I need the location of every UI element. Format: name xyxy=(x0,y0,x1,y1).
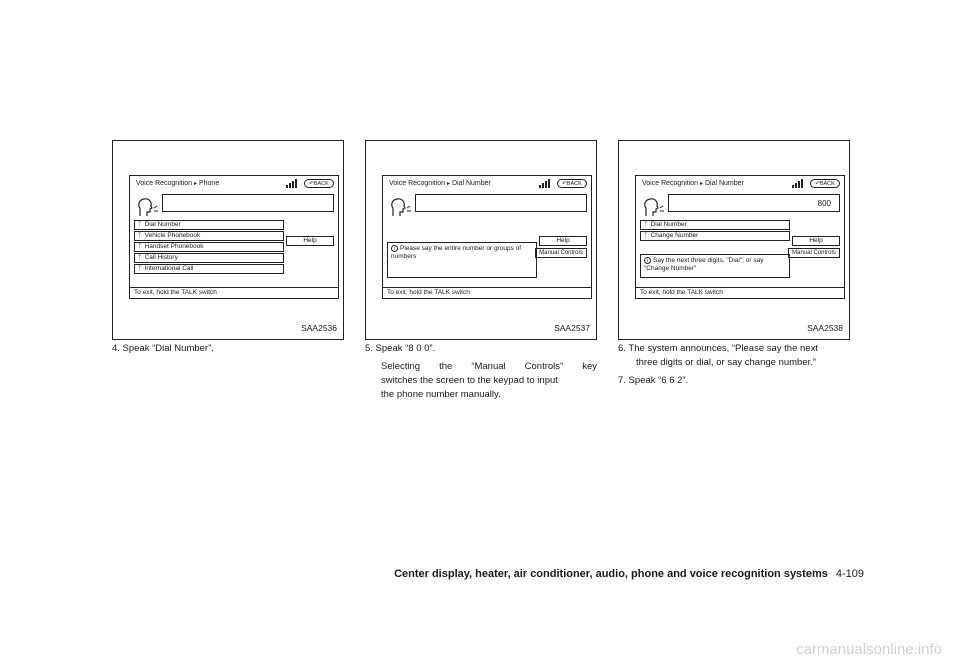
number-entry-field xyxy=(415,194,587,212)
phone-screen xyxy=(635,175,845,299)
watermark: carmanualsonline.info xyxy=(796,641,942,658)
number-entry-field xyxy=(162,194,334,212)
step-5-heading: 5. Speak “8 0 0”. xyxy=(365,343,436,354)
back-button[interactable]: ↶BACK xyxy=(810,179,840,188)
step-4-text: 4. Speak “Dial Number”. xyxy=(112,343,214,354)
back-button[interactable]: ↶BACK xyxy=(557,179,587,188)
back-button[interactable]: ↶BACK xyxy=(304,179,334,188)
prompt-message-box: i Say the next three digits, "Dial", or say "Change Number" xyxy=(640,254,790,278)
signal-strength-icon xyxy=(539,179,553,188)
list-item-change-number[interactable]: ᛉ Change Number xyxy=(640,231,790,241)
screen-footer: To exit, hold the TALK switch xyxy=(130,287,338,298)
list-item-international-call[interactable]: ᛉ International Call xyxy=(134,264,284,274)
voice-command-icon: ᛉ xyxy=(138,233,142,239)
screen-title: Voice Recognition ▸ Phone xyxy=(136,180,220,187)
speaking-head-icon xyxy=(136,196,160,218)
number-entry-field: 800 xyxy=(668,194,840,212)
help-button[interactable]: Help xyxy=(286,236,334,246)
list-item-vehicle-phonebook[interactable]: ᛉ Vehicle Phonebook xyxy=(134,231,284,241)
manual-controls-button[interactable]: Manual Controls xyxy=(535,248,587,258)
help-button[interactable]: Help xyxy=(539,236,587,246)
screen-title: Voice Recognition ▸ Dial Number xyxy=(642,180,744,187)
signal-strength-icon xyxy=(792,179,806,188)
figure-saa2537 xyxy=(365,140,597,340)
section-title: Center display, heater, air conditioner, audio, phone and voice recognition systems xyxy=(394,568,828,580)
info-icon: i xyxy=(644,257,651,264)
step-5-body-line-3: the phone number manually. xyxy=(381,389,501,400)
manual-controls-button[interactable]: Manual Controls xyxy=(788,248,840,258)
command-list xyxy=(640,220,790,242)
prompt-message-box: i Please say the entire number or groups of numbers xyxy=(387,242,537,278)
screen-title: Voice Recognition ▸ Dial Number xyxy=(389,180,491,187)
list-item-call-history[interactable]: ᛉ Call History xyxy=(134,253,284,263)
figure-code: SAA2538 xyxy=(807,323,843,333)
figure-saa2536 xyxy=(112,140,344,340)
screen-footer: To exit, hold the TALK switch xyxy=(636,287,844,298)
list-item-handset-phonebook[interactable]: ᛉ Handset Phonebook xyxy=(134,242,284,252)
phone-screen xyxy=(129,175,339,299)
step-6-line-2: three digits or dial, or say change number.” xyxy=(636,357,817,368)
figure-code: SAA2536 xyxy=(301,323,337,333)
speaking-head-icon xyxy=(389,196,413,218)
speaking-head-icon xyxy=(642,196,666,218)
list-item-dial-number[interactable]: ᛉ Dial Number xyxy=(640,220,790,230)
figure-saa2538 xyxy=(618,140,850,340)
voice-command-icon: ᛉ xyxy=(138,244,142,250)
step-5-body-line-1: Selecting the “Manual Controls” key xyxy=(381,361,597,372)
voice-command-icon: ᛉ xyxy=(138,255,142,261)
voice-command-icon: ᛉ xyxy=(644,233,648,239)
voice-command-icon: ᛉ xyxy=(644,222,648,228)
help-button[interactable]: Help xyxy=(792,236,840,246)
command-list xyxy=(134,220,284,275)
info-icon: i xyxy=(391,245,398,252)
signal-strength-icon xyxy=(286,179,300,188)
screen-footer: To exit, hold the TALK switch xyxy=(383,287,591,298)
step-6-line-1: 6. The system announces, “Please say the next xyxy=(618,343,818,354)
step-5-body-line-2: switches the screen to the keypad to input xyxy=(381,375,558,386)
voice-command-icon: ᛉ xyxy=(138,266,142,272)
voice-command-icon: ᛉ xyxy=(138,222,142,228)
page-number: 4-109 xyxy=(835,568,864,580)
step-7-text: 7. Speak “6 6 2”. xyxy=(618,375,689,386)
phone-screen xyxy=(382,175,592,299)
list-item-dial-number[interactable]: ᛉ Dial Number xyxy=(134,220,284,230)
page-footer xyxy=(394,568,864,580)
figure-code: SAA2537 xyxy=(554,323,590,333)
